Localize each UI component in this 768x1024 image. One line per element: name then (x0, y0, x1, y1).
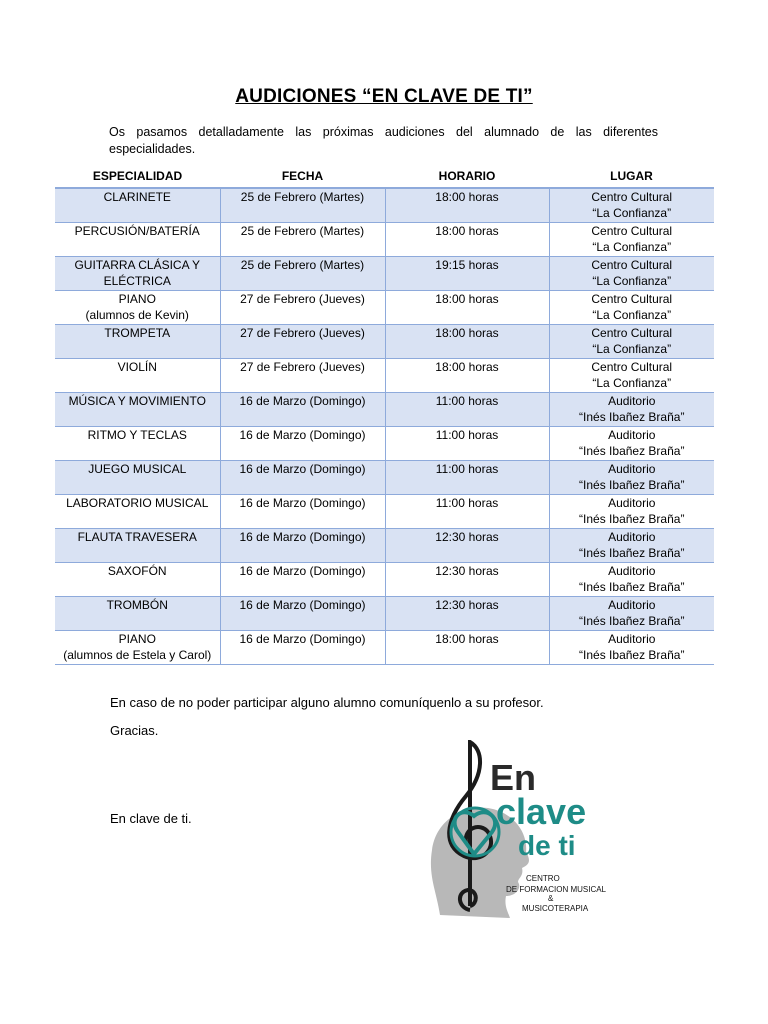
cell-horario (385, 461, 549, 495)
horario-text: 18:00 horas (435, 190, 499, 204)
horario-text: 11:00 horas (435, 496, 499, 510)
lugar-line2: “Inés Ibañez Braña” (579, 511, 685, 526)
auditions-table (55, 168, 714, 665)
lugar-line2: “Inés Ibañez Braña” (579, 443, 685, 458)
lugar-line2: “Inés Ibañez Braña” (579, 545, 685, 560)
table-row (55, 291, 714, 325)
table-row (55, 631, 714, 665)
lugar-line1: Centro Cultural (591, 190, 673, 204)
table-row (55, 188, 714, 223)
cell-especialidad (55, 359, 220, 393)
fecha-text: 16 de Marzo (Domingo) (239, 462, 366, 476)
table-header-row (55, 168, 714, 188)
especialidad-note: (alumnos de Kevin) (85, 307, 189, 322)
header-especialidad: ESPECIALIDAD (55, 168, 220, 188)
fecha-text: 16 de Marzo (Domingo) (239, 564, 366, 578)
lugar-line1: Centro Cultural (591, 360, 673, 374)
logo-sub-musicoterapia: MUSICOTERAPIA (522, 904, 589, 913)
cell-especialidad (55, 563, 220, 597)
cell-lugar (549, 631, 714, 665)
fecha-text: 16 de Marzo (Domingo) (239, 496, 366, 510)
cell-especialidad (55, 427, 220, 461)
header-lugar: LUGAR (549, 168, 714, 188)
lugar-line1: Auditorio (608, 598, 656, 612)
especialidad-text: PIANO (118, 632, 156, 646)
fecha-text: 16 de Marzo (Domingo) (239, 598, 366, 612)
cell-especialidad (55, 325, 220, 359)
cell-lugar (549, 495, 714, 529)
especialidad-text: GUITARRA CLÁSICA Y ELÉCTRICA (74, 258, 201, 288)
table-row (55, 325, 714, 359)
table-row (55, 563, 714, 597)
logo-sub-ampersand: & (548, 894, 554, 903)
lugar-line2: “La Confianza” (592, 205, 672, 220)
cell-lugar (549, 223, 714, 257)
cell-lugar (549, 427, 714, 461)
intro-paragraph: Os pasamos detalladamente las próximas audiciones del alumnado de las diferentes especialidades. (109, 125, 658, 156)
table-row (55, 495, 714, 529)
en-clave-de-ti-logo (418, 740, 638, 920)
cell-especialidad (55, 461, 220, 495)
cell-horario (385, 257, 549, 291)
signature-text: En clave de ti. (110, 811, 192, 826)
lugar-line2: “La Confianza” (592, 239, 672, 254)
horario-text: 12:30 horas (435, 530, 499, 544)
horario-text: 11:00 horas (435, 462, 499, 476)
cell-lugar (549, 359, 714, 393)
fecha-text: 25 de Febrero (Martes) (240, 258, 365, 272)
logo-word-de-ti: de ti (518, 830, 576, 861)
cell-lugar (549, 291, 714, 325)
especialidad-text: RITMO Y TECLAS (87, 428, 187, 442)
cell-horario (385, 563, 549, 597)
lugar-line1: Centro Cultural (591, 292, 673, 306)
horario-text: 18:00 horas (435, 224, 499, 238)
fecha-text: 16 de Marzo (Domingo) (239, 394, 366, 408)
especialidad-text: LABORATORIO MUSICAL (66, 496, 209, 510)
lugar-line2: “La Confianza” (592, 307, 672, 322)
cell-fecha (220, 563, 385, 597)
cell-fecha (220, 359, 385, 393)
cell-horario (385, 495, 549, 529)
especialidad-text: CLARINETE (103, 190, 171, 204)
logo-word-en: En (490, 757, 537, 798)
cell-lugar (549, 393, 714, 427)
cell-horario (385, 325, 549, 359)
especialidad-text: VIOLÍN (117, 360, 157, 374)
cell-lugar (549, 461, 714, 495)
table-row (55, 257, 714, 291)
cell-fecha (220, 325, 385, 359)
header-horario: HORARIO (385, 168, 549, 188)
especialidad-text: TROMPETA (104, 326, 171, 340)
lugar-line2: “Inés Ibañez Braña” (579, 613, 685, 628)
logo-sub-centro: CENTRO (526, 874, 560, 883)
cell-horario (385, 631, 549, 665)
cell-horario (385, 188, 549, 223)
especialidad-note: (alumnos de Estela y Carol) (63, 647, 212, 662)
cell-especialidad (55, 529, 220, 563)
cell-fecha (220, 461, 385, 495)
fecha-text: 27 de Febrero (Jueves) (240, 326, 365, 340)
lugar-line2: “La Confianza” (592, 375, 672, 390)
lugar-line1: Auditorio (608, 632, 656, 646)
horario-text: 18:00 horas (435, 292, 499, 306)
lugar-line1: Auditorio (608, 496, 656, 510)
page-title: AUDICIONES “EN CLAVE DE TI” (235, 86, 533, 107)
thanks-text: Gracias. (110, 723, 159, 738)
lugar-line2: “La Confianza” (592, 341, 672, 356)
logo-sub-formacion: DE FORMACION MUSICAL (506, 885, 607, 894)
table-row (55, 427, 714, 461)
cell-lugar (549, 325, 714, 359)
lugar-line2: “La Confianza” (592, 273, 672, 288)
cell-fecha (220, 529, 385, 563)
lugar-line1: Auditorio (608, 564, 656, 578)
fecha-text: 27 de Febrero (Jueves) (240, 360, 365, 374)
fecha-text: 16 de Marzo (Domingo) (239, 632, 366, 646)
lugar-line2: “Inés Ibañez Braña” (579, 579, 685, 594)
fecha-text: 25 de Febrero (Martes) (240, 224, 365, 238)
cell-especialidad (55, 631, 220, 665)
horario-text: 19:15 horas (435, 258, 499, 272)
table-row (55, 597, 714, 631)
lugar-line1: Auditorio (608, 462, 656, 476)
cell-lugar (549, 529, 714, 563)
cell-especialidad (55, 495, 220, 529)
horario-text: 18:00 horas (435, 360, 499, 374)
lugar-line1: Centro Cultural (591, 258, 673, 272)
cell-horario (385, 393, 549, 427)
lugar-line2: “Inés Ibañez Braña” (579, 477, 685, 492)
lugar-line1: Centro Cultural (591, 224, 673, 238)
cell-fecha (220, 631, 385, 665)
cell-lugar (549, 563, 714, 597)
especialidad-text: PIANO (118, 292, 156, 306)
cell-fecha (220, 427, 385, 461)
table-row (55, 359, 714, 393)
horario-text: 11:00 horas (435, 428, 499, 442)
cell-horario (385, 529, 549, 563)
cell-lugar (549, 597, 714, 631)
horario-text: 11:00 horas (435, 394, 499, 408)
horario-text: 18:00 horas (435, 326, 499, 340)
logo-word-clave: clave (496, 791, 587, 832)
horario-text: 18:00 horas (435, 632, 499, 646)
cell-fecha (220, 393, 385, 427)
cell-fecha (220, 495, 385, 529)
especialidad-text: FLAUTA TRAVESERA (77, 530, 197, 544)
horario-text: 12:30 horas (435, 598, 499, 612)
cell-fecha (220, 597, 385, 631)
cell-lugar (549, 188, 714, 223)
lugar-line2: “Inés Ibañez Braña” (579, 409, 685, 424)
cell-especialidad (55, 223, 220, 257)
cell-horario (385, 291, 549, 325)
cell-lugar (549, 257, 714, 291)
horario-text: 12:30 horas (435, 564, 499, 578)
especialidad-text: PERCUSIÓN/BATERÍA (74, 224, 200, 238)
cell-fecha (220, 223, 385, 257)
fecha-text: 16 de Marzo (Domingo) (239, 530, 366, 544)
fecha-text: 16 de Marzo (Domingo) (239, 428, 366, 442)
cell-horario (385, 597, 549, 631)
table-row (55, 461, 714, 495)
table-row (55, 223, 714, 257)
lugar-line1: Auditorio (608, 394, 656, 408)
cell-especialidad (55, 597, 220, 631)
fecha-text: 27 de Febrero (Jueves) (240, 292, 365, 306)
especialidad-text: MÚSICA Y MOVIMIENTO (68, 394, 206, 408)
especialidad-text: TROMBÓN (106, 598, 168, 612)
lugar-line1: Auditorio (608, 428, 656, 442)
cell-horario (385, 223, 549, 257)
cell-fecha (220, 188, 385, 223)
cell-fecha (220, 257, 385, 291)
table-row (55, 529, 714, 563)
notice-text: En caso de no poder participar alguno alumno comuníquenlo a su profesor. (110, 695, 544, 710)
especialidad-text: JUEGO MUSICAL (88, 462, 187, 476)
table-row (55, 393, 714, 427)
cell-horario (385, 427, 549, 461)
cell-especialidad (55, 291, 220, 325)
lugar-line1: Centro Cultural (591, 326, 673, 340)
cell-horario (385, 359, 549, 393)
cell-especialidad (55, 188, 220, 223)
especialidad-text: SAXOFÓN (107, 564, 167, 578)
fecha-text: 25 de Febrero (Martes) (240, 190, 365, 204)
cell-especialidad (55, 257, 220, 291)
cell-especialidad (55, 393, 220, 427)
cell-fecha (220, 291, 385, 325)
lugar-line1: Auditorio (608, 530, 656, 544)
lugar-line2: “Inés Ibañez Braña” (579, 647, 685, 662)
header-fecha: FECHA (220, 168, 385, 188)
